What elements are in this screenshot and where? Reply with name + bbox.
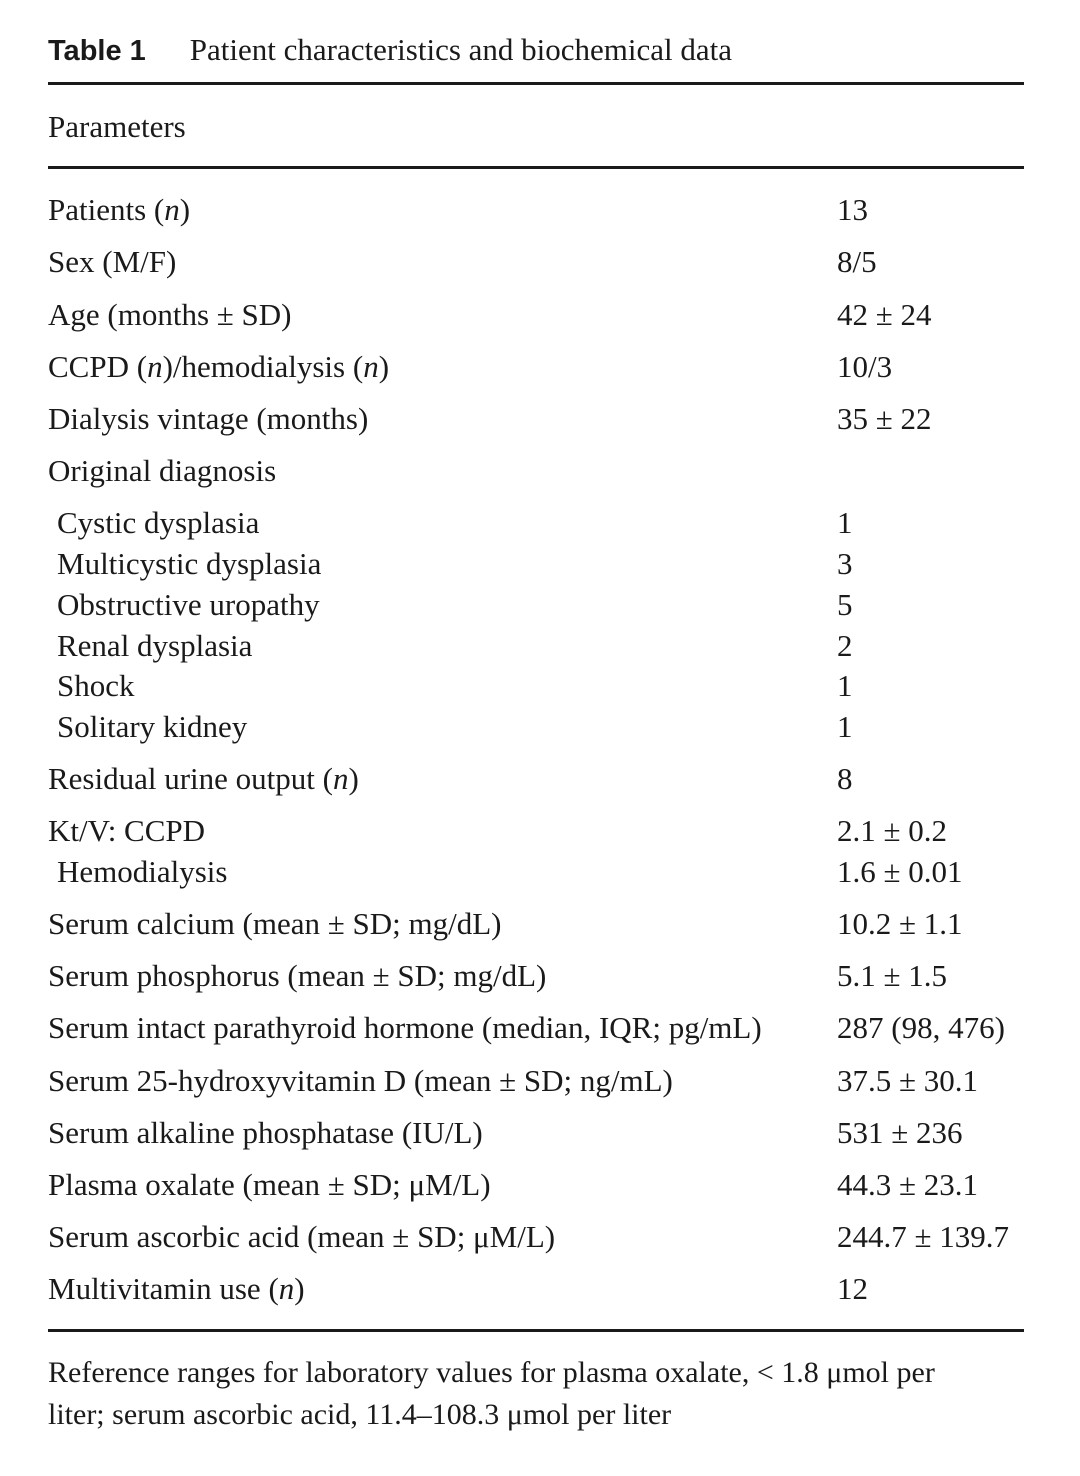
table-footnote [48,1352,1038,1436]
footnote-line-1: Reference ranges for laboratory values for plasma oxalate, < 1.8 μmol per [48,1356,935,1389]
row-value: 10.2 ± 1.1 [837,906,963,941]
row-value: 13 [837,192,868,227]
row-value: 1 [837,709,853,744]
row-value: 37.5 ± 30.1 [837,1063,979,1098]
row-value: 1 [837,505,853,540]
row-value: 2.1 ± 0.2 [837,813,948,848]
row-parameter: Serum 25-hydroxyvitamin D (mean ± SD; ng/mL) [48,1063,673,1098]
row-value: 3 [837,546,853,581]
row-value: 5 [837,587,853,622]
row-parameter: Cystic dysplasia [57,505,260,540]
row-value: 531 ± 236 [837,1115,963,1150]
row-parameter: Dialysis vintage (months) [48,401,369,436]
row-value: 35 ± 22 [837,401,932,436]
row-parameter: Serum phosphorus (mean ± SD; mg/dL) [48,958,547,993]
row-parameter: CCPD (n)/hemodialysis (n) [48,349,390,384]
row-value: 287 (98, 476) [837,1010,1005,1045]
row-value: 42 ± 24 [837,297,932,332]
row-parameter: Solitary kidney [57,709,248,744]
row-value: 8/5 [837,244,877,279]
footnote-line-2: liter; serum ascorbic acid, 11.4–108.3 μmol per liter [48,1398,672,1431]
row-value: 8 [837,761,853,796]
row-parameter: Kt/V: CCPD [48,813,206,848]
row-value: 5.1 ± 1.5 [837,958,948,993]
row-parameter: Multivitamin use (n) [48,1271,305,1306]
row-parameter: Shock [57,668,135,703]
row-value: 10/3 [837,349,893,384]
row-parameter: Obstructive uropathy [57,587,320,622]
header-rule [48,166,1024,169]
column-header: Parameters [48,109,186,144]
row-parameter: Serum intact parathyroid hormone (median, IQR; pg/mL) [48,1010,762,1045]
table-caption [48,32,732,69]
row-parameter: Residual urine output (n) [48,761,359,796]
row-parameter: Serum calcium (mean ± SD; mg/dL) [48,906,502,941]
row-value: 244.7 ± 139.7 [837,1219,1010,1254]
top-rule [48,82,1024,85]
bottom-rule [48,1329,1024,1332]
table-title: Patient characteristics and biochemical data [189,32,733,67]
row-parameter: Sex (M/F) [48,244,177,279]
table-label: Table 1 [48,35,146,67]
row-parameter: Patients (n) [48,192,191,227]
row-parameter: Plasma oxalate (mean ± SD; μM/L) [48,1167,491,1202]
row-value: 1.6 ± 0.01 [837,854,963,889]
row-value: 2 [837,628,853,663]
row-parameter: Serum alkaline phosphatase (IU/L) [48,1115,483,1150]
row-parameter: Original diagnosis [48,453,277,488]
row-parameter: Serum ascorbic acid (mean ± SD; μM/L) [48,1219,556,1254]
row-value: 12 [837,1271,868,1306]
row-value: 44.3 ± 23.1 [837,1167,979,1202]
row-parameter: Renal dysplasia [57,628,253,663]
row-value: 1 [837,668,853,703]
row-parameter: Age (months ± SD) [48,297,292,332]
row-parameter: Hemodialysis [57,854,228,889]
row-parameter: Multicystic dysplasia [57,546,322,581]
